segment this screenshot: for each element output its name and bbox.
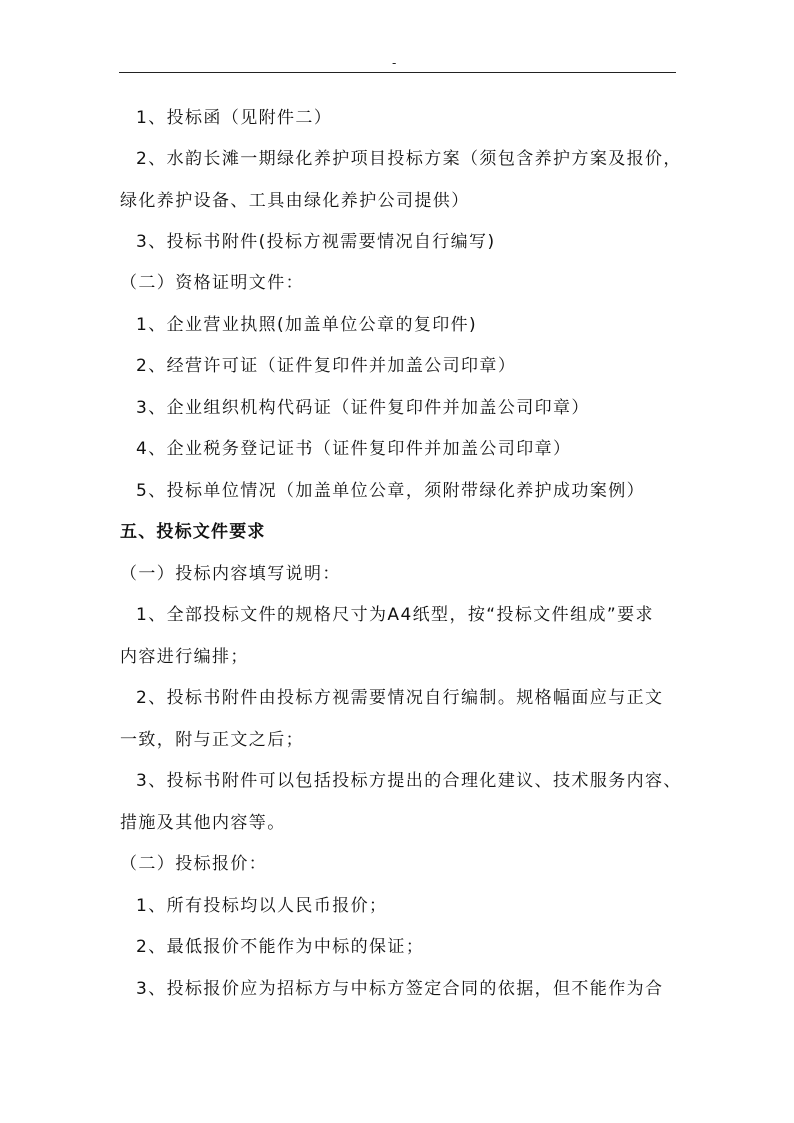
document-line: 3、投标书附件(投标方视需要情况自行编写) [136, 232, 496, 252]
header-rule [119, 72, 676, 73]
document-line: 1、企业营业执照(加盖单位公章的复印件) [136, 315, 478, 335]
section-subheading: （二）投标报价： [120, 854, 268, 874]
document-line: 绿化养护设备、工具由绿化养护公司提供） [120, 191, 470, 211]
document-line: 2、投标书附件由投标方视需要情况自行编制。规格幅面应与正文 [136, 688, 664, 708]
document-line: 1、所有投标均以人民币报价； [136, 896, 388, 916]
document-line: 3、投标书附件可以包括投标方提出的合理化建议、技术服务内容、 [136, 771, 682, 791]
document-line: 2、水韵长滩一期绿化养护项目投标方案（须包含养护方案及报价， [136, 149, 682, 169]
section-heading: 五、投标文件要求 [120, 522, 266, 542]
header-mark: - [392, 56, 397, 70]
document-line: 3、投标报价应为招标方与中标方签定合同的依据，但不能作为合 [136, 979, 664, 999]
document-line: 1、投标函（见附件二） [136, 108, 333, 128]
section-subheading: （二）资格证明文件： [120, 273, 304, 293]
document-line: 一致，附与正文之后； [120, 730, 304, 750]
document-line: 2、经营许可证（证件复印件并加盖公司印章） [136, 356, 517, 376]
section-subheading: （一）投标内容填写说明： [120, 564, 341, 584]
document-line: 内容进行编排； [120, 647, 249, 667]
document-line: 5、投标单位情况（加盖单位公章，须附带绿化养护成功案例） [136, 481, 646, 501]
document-line: 1、全部投标文件的规格尺寸为A4纸型，按“投标文件组成”要求 [136, 605, 654, 625]
document-line: 4、企业税务登记证书（证件复印件并加盖公司印章） [136, 439, 572, 459]
document-line: 措施及其他内容等。 [120, 813, 286, 833]
document-line: 2、最低报价不能作为中标的保证； [136, 937, 425, 957]
document-line: 3、企业组织机构代码证（证件复印件并加盖公司印章） [136, 398, 590, 418]
